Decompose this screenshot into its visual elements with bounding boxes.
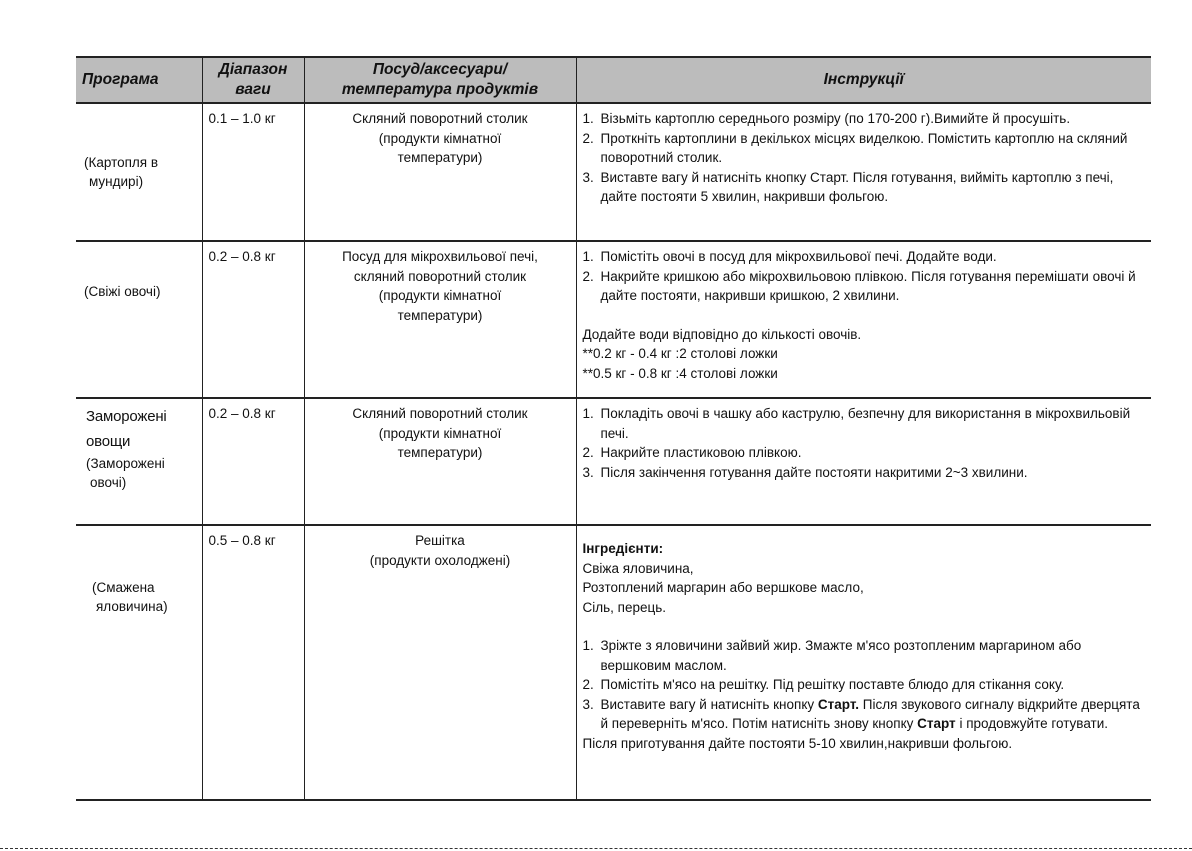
program-name: Заморожені [86,408,167,425]
weight-range: 0.2 – 0.8 кг [202,398,304,525]
weight-range: 0.1 – 1.0 кг [202,103,304,241]
program-name: мундирі) [89,174,144,189]
ingredient-line: Свіжа яловичина, [582,560,694,576]
instructions-cell [576,241,1151,398]
instruction-step: 2. Накрийте пластиковою плівкою. [582,445,802,460]
page-bottom-rule [0,848,1192,849]
program-name: (Смажена [92,580,155,595]
dish-cell: Решітка (продукти охолоджені) [304,525,576,800]
instructions-cell [576,398,1151,525]
cooking-program-table [76,56,1151,801]
program-name: яловичина) [96,599,168,614]
program-cell [76,525,202,800]
instruction-step: 1. Помістіть овочі в посуд для мікрохвильової печі. Додайте води. [582,249,997,264]
program-name: (Свіжі овочі) [84,284,161,299]
final-note: Після приготування дайте постояти 5-10 хвилин,накривши фольгою. [582,735,1013,751]
table-row [76,241,1151,398]
dish-cell: Посуд для мікрохвильової печі, скляний поворотний столик (продукти кімнатної температури) [304,241,576,398]
instruction-step: 3. Після закінчення готування дайте постояти накритими 2~3 хвилини. [582,464,1028,480]
table-header-row [76,57,1151,103]
table-row [76,103,1151,241]
table-row [76,525,1151,800]
instruction-step: 2. Помістіть м'ясо на решітку. Під решітку поставте блюдо для стікання соку. [582,677,1065,692]
program-name: овощи [86,433,131,450]
program-cell [76,103,202,241]
header-instructions: Інструкції [576,57,1151,103]
table-row [76,398,1151,525]
instruction-step: 2. Накрийте кришкою або мікрохвильовою плівкою. Після готування перемішати овочі й дайте постояти, накривши кришкою, 2 хвилини. [582,268,1136,303]
program-cell [76,241,202,398]
instructions-cell [576,103,1151,241]
note-line: **0.2 кг - 0.4 кг :2 столові ложки [582,346,778,361]
note-line: **0.5 кг - 0.8 кг :4 столові ложки [582,365,778,381]
ingredients-title: Інгредієнти: [582,541,664,556]
dish-cell: Скляний поворотний столик (продукти кімнатної температури) [304,103,576,241]
dish-cell: Скляний поворотний столик (продукти кімнатної температури) [304,398,576,525]
instructions-cell [576,525,1151,800]
header-program: Програма [76,57,202,103]
header-dish: Посуд/аксесуари/ температура продуктів [304,57,576,103]
instruction-step: 1. Зріжте з яловичини зайвий жир. Змажте м'ясо розтопленим маргарином або вершковим маслом. [582,638,1082,673]
weight-range: 0.2 – 0.8 кг [202,241,304,398]
instruction-step: 3. Виставте вагу й натисніть кнопку Старт. Після готування, вийміть картоплю з печі, дайте постояти 5 хвилин, накривши фольгою. [582,169,1114,204]
weight-range: 0.5 – 0.8 кг [202,525,304,800]
program-name: (Картопля в [84,155,159,170]
ingredient-line: Сіль, перець. [582,599,667,615]
instruction-step: 1. Покладіть овочі в чашку або каструлю, безпечну для використання в мікрохвильовій печі. [582,406,1131,441]
ingredient-line: Розтоплений маргарин або вершкове масло, [582,580,864,595]
instruction-step: 2. Проткніть картоплини в декількох місцях виделкою. Помістить картоплю на скляний поворотний столик. [582,130,1128,165]
note-line: Додайте води відповідно до кількості овочів. [582,326,862,342]
instruction-step: 3. Виставите вагу й натисніть кнопку Старт. Після звукового сигналу відкрийте дверцята й переверніть м'ясо. Потім натисніть знову кнопку Старт і продовжуйте готувати. [582,696,1140,731]
program-name: (Заморожені [86,456,165,471]
program-name: овочі) [90,475,127,490]
program-cell [76,398,202,525]
header-weight: Діапазон ваги [202,57,304,103]
instruction-step: 1. Візьміть картоплю середнього розміру (по 170-200 г).Вимийте й просушіть. [582,111,1071,126]
